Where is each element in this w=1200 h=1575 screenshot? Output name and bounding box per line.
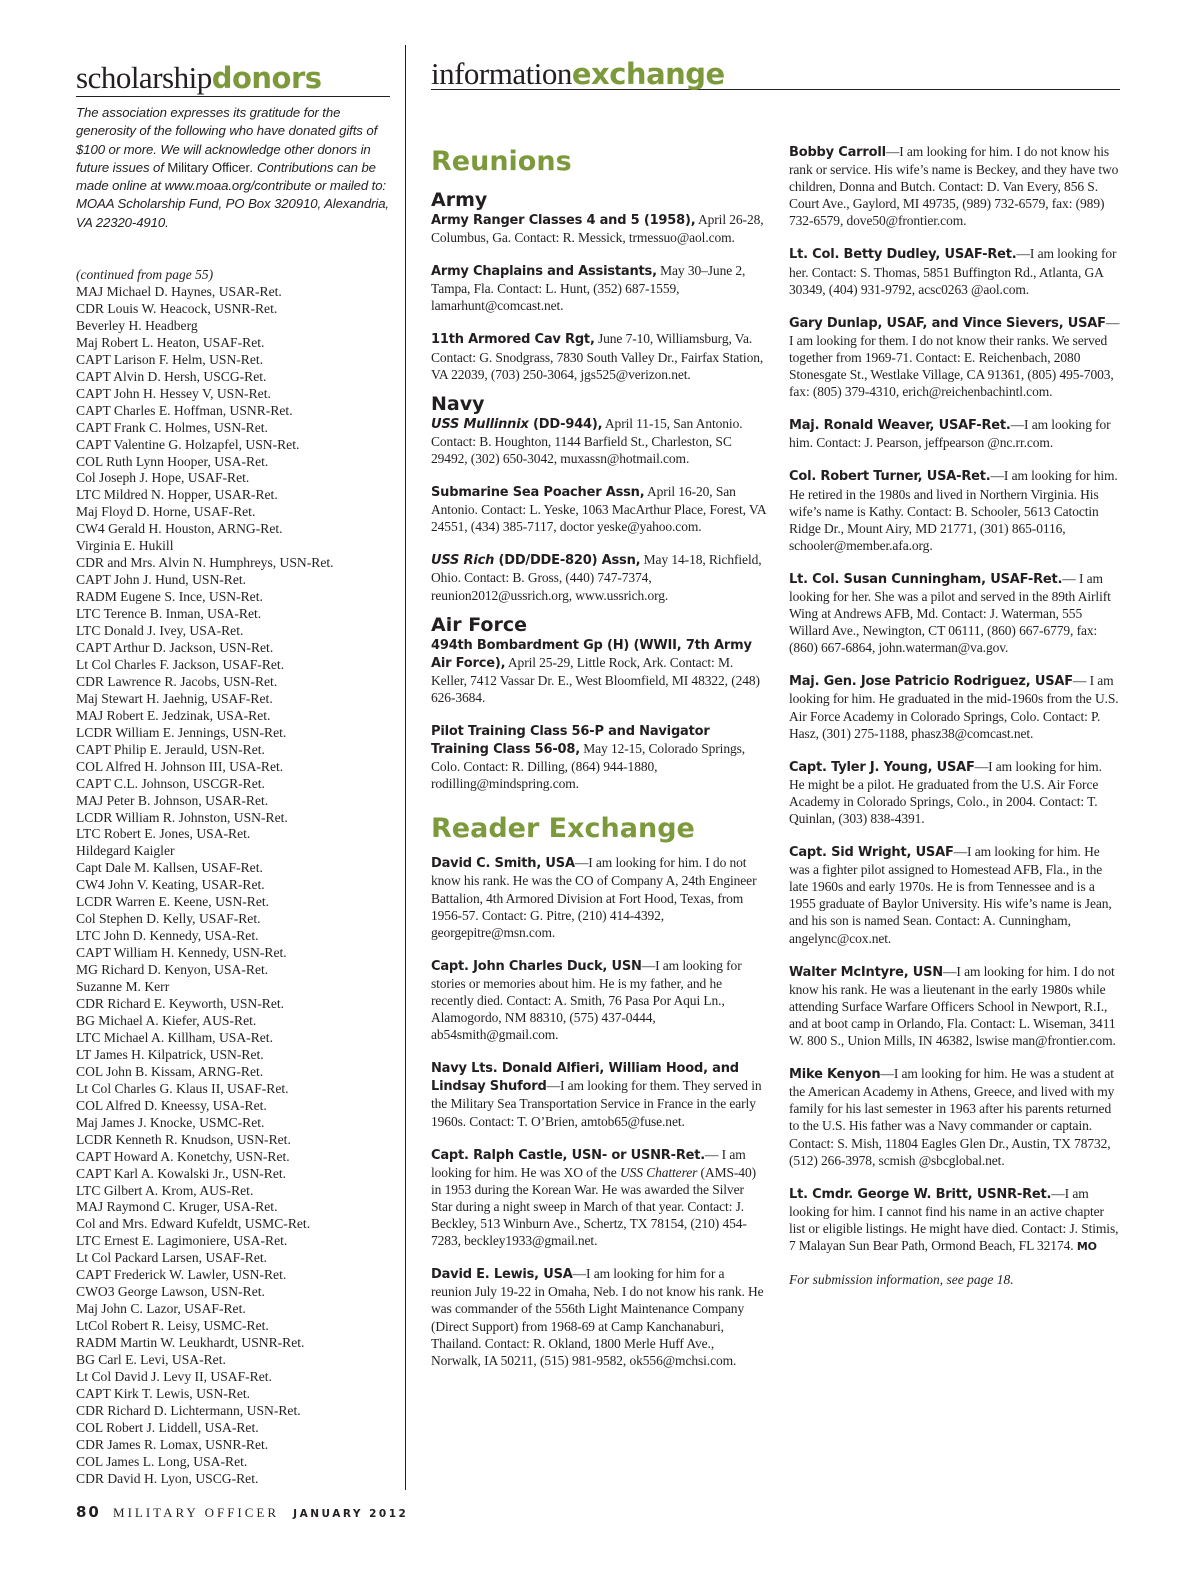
entry-heading: (DD/DDE-820) Assn, xyxy=(494,553,641,569)
donor-name: LTC John D. Kennedy, USA-Ret. xyxy=(76,928,259,944)
donor-name: RADM Eugene S. Ince, USN-Ret. xyxy=(76,589,263,605)
donor-name: LtCol Robert R. Leisy, USMC-Ret. xyxy=(76,1318,269,1334)
entry-heading: Capt. Tyler J. Young, USAF xyxy=(789,759,975,775)
scholarship-donors-column xyxy=(76,62,394,1488)
entry-text: —I am looking for him. He was a student at the American Academy in Athens, Greece, and lived with my family for his last semester in 1963 after his parents returned to the U.S. His father was a Navy commander or captain. Contact: S. Mish, 11804 Eagles Glen Dr., Austin, TX 78732, (512) 266-3978, scmish @sbcglobal.net. xyxy=(789,1066,1115,1168)
donor-name: LTC Ernest E. Lagimoniere, USA-Ret. xyxy=(76,1233,288,1249)
entry-text: May 12-15, Colorado Springs, Colo. Contact: R. Dilling, (864) 944-1880, rodilling@mindspring.com. xyxy=(431,741,746,792)
entry-text: April 11-15, San Antonio. Contact: B. Houghton, 1144 Barfield St., Charleston, SC 29492, (302) 650-3042, muxassn@hotmail.com. xyxy=(431,415,743,466)
entry-text: June 7-10, Williamsburg, Va. Contact: G. Snodgrass, 7830 South Valley Dr., Fairfax Station, VA 22039, (703) 250-3064, jgs525@verizon.net. xyxy=(431,331,764,382)
donor-name: CDR Richard E. Keyworth, USN-Ret. xyxy=(76,996,285,1012)
entry-text: —I am looking for him. He might be a pilot. He graduated from the U.S. Air Force Academy in Colorado Springs, Colo., in 2004. Contact: T. Quinlan, (303) 838-4391. xyxy=(789,758,1102,826)
entry-text: —I am looking for them. I do not know their ranks. We served together from 1969-71. Contact: E. Reichenbach, 2080 Stonesgate St., Westlake Village, CA 91361, (805) 495-7003, fax: (805) 379-4310, erich@reichenbachintl.com. xyxy=(789,314,1120,400)
donor-list xyxy=(76,284,394,1488)
reader-entry xyxy=(431,957,766,1043)
donor-name: CW4 Gerald H. Houston, ARNG-Ret. xyxy=(76,521,283,537)
donor-name: CDR Lawrence R. Jacobs, USN-Ret. xyxy=(76,673,278,689)
donor-name: LTC Mildred N. Hopper, USAR-Ret. xyxy=(76,487,278,503)
entry-heading: Maj. Gen. Jose Patricio Rodriguez, USAF xyxy=(789,674,1073,690)
entry-heading: Bobby Carroll xyxy=(789,145,886,160)
donor-name: Hildegard Kaigler xyxy=(76,843,175,859)
donor-name: CAPT Larison F. Helm, USN-Ret. xyxy=(76,351,264,367)
intro-text-b: . Contributions can be made online at www.moaa.org/contribute or mailed to: MOAA Scholarship Fund, PO Box 320910, Alexandria, VA 22320-4910. xyxy=(76,159,389,230)
donor-name: CWO3 George Lawson, USN-Ret. xyxy=(76,1284,265,1300)
donor-name: CAPT C.L. Johnson, USCGR-Ret. xyxy=(76,775,265,791)
reader-entry xyxy=(789,843,1120,947)
donor-name: LTC Donald J. Ivey, USA-Ret. xyxy=(76,623,244,639)
continued-note: (continued from page 55) xyxy=(76,267,214,283)
entry-text: —I am looking for him. I cannot find his name in an active chapter list or eligible listings. He might have died. Contact: J. Stimis, 7 Malayan Sun Bear Path, Ormond Beach, FL 32174. xyxy=(789,1185,1119,1253)
donor-name: CAPT Howard A. Konetchy, USN-Ret. xyxy=(76,1148,290,1164)
entry-text: —I am looking for him for a reunion July 19-22 in Omaha, Neb. I do not know his rank. He was commander of the 556th Light Maintenance Company (Direct Support) from 1968-69 at Camp Kanchanaburi, Thailand. Contact: R. Okland, 1800 Merle Huff Ave., Norwalk, IA 50211, (515) 981-9582, ok556@mchsi.com. xyxy=(431,1266,764,1368)
reader-entry xyxy=(789,143,1120,229)
donor-name: Maj Floyd D. Horne, USAF-Ret. xyxy=(76,504,256,520)
entry-heading-ship: USS Mullinnix xyxy=(431,416,529,432)
reunion-entry xyxy=(431,415,766,467)
donor-name: LCDR William R. Johnston, USN-Ret. xyxy=(76,809,288,825)
donor-name: Col Stephen D. Kelly, USAF-Ret. xyxy=(76,911,261,927)
donor-name: MG Richard D. Kenyon, USA-Ret. xyxy=(76,962,269,978)
entry-heading: Col. Robert Turner, USA-Ret. xyxy=(789,469,991,485)
entry-text: —I am looking for them. They served in the Military Sea Transportation Service in France in the early 1960s. Contact: T. O’Brien, amtob65@fuse.net. xyxy=(431,1078,762,1129)
end-mark: MO xyxy=(1076,1239,1097,1253)
entry-heading-ship: USS Rich xyxy=(431,553,495,569)
entry-heading: Gary Dunlap, USAF, and Vince Sievers, USAF xyxy=(789,315,1106,331)
donor-name: Lt Col Charles F. Jackson, USAF-Ret. xyxy=(76,656,285,672)
entry-text: —I am looking for him. He was a fighter pilot assigned to Homestead AFB, Fla., in the late 1960s and early 1970s. He is from Tennessee and is a 1955 graduate of Baylor University. His wife’s name is Jean, and his son is named Sean. Contact: A. Cunningham, angelync@cox.net. xyxy=(789,844,1112,946)
entry-text: — I am looking for her. She was a pilot and served in the 89th Airlift Wing at Andrews AFB, Md. Contact: J. Waterman, 555 Willard Ave., Newington, CT 06111, (860) 667-6779, fax: (860) 667-6864, john.waterman@va.gov. xyxy=(789,570,1111,656)
reader-exchange-column xyxy=(789,143,1120,1288)
donor-name: Beverley H. Headberg xyxy=(76,317,198,333)
page-number: 80 xyxy=(76,1503,101,1521)
intro-text-a: The association expresses its gratitude for the generosity of the following who have donated gifts of $100 or more. We will acknowledge other donors in future issues of xyxy=(76,105,378,175)
entry-heading: David E. Lewis, USA xyxy=(431,1267,573,1283)
column-divider xyxy=(405,45,406,1490)
donor-name: BG Michael A. Kiefer, AUS-Ret. xyxy=(76,1012,257,1028)
entry-heading: Army Ranger Classes 4 and 5 (1958), xyxy=(431,213,696,228)
donor-name: CAPT John H. Hessey V, USN-Ret. xyxy=(76,385,271,401)
entry-heading: Capt. Ralph Castle, USN- or USNR-Ret. xyxy=(431,1147,705,1163)
entry-heading: Submarine Sea Poacher Assn, xyxy=(431,485,645,501)
entry-text: —I am looking for him. Contact: J. Pearson, jeffpearson @nc.rr.com. xyxy=(789,417,1111,451)
reader-entry xyxy=(789,314,1120,400)
reader-exchange-heading: Reader Exchange xyxy=(431,813,695,845)
reunion-entry xyxy=(431,636,766,706)
donor-name: Virginia E. Hukill xyxy=(76,538,174,554)
reunion-entry xyxy=(431,722,766,792)
donor-name: Lt Col Charles G. Klaus II, USAF-Ret. xyxy=(76,1080,289,1096)
donor-name: Col and Mrs. Edward Kufeldt, USMC-Ret. xyxy=(76,1216,311,1232)
entry-ship-name: USS Chatterer xyxy=(619,1164,698,1180)
issue-date: JANUARY 2012 xyxy=(293,1508,409,1520)
donor-name: Suzanne M. Kerr xyxy=(76,979,170,995)
donor-name: Col Joseph J. Hope, USAF-Ret. xyxy=(76,470,250,486)
reader-entry xyxy=(789,467,1120,553)
entry-text: May 30–June 2, Tampa, Fla. Contact: L. Hunt, (352) 687-1559, lamarhunt@comcast.net. xyxy=(431,263,746,314)
donor-name: COL James L. Long, USA-Ret. xyxy=(76,1453,248,1469)
donor-name: CDR David H. Lyon, USCG-Ret. xyxy=(76,1470,259,1486)
donor-name: CDR Richard D. Lichtermann, USN-Ret. xyxy=(76,1402,301,1418)
donor-name: MAJ Raymond C. Kruger, USA-Ret. xyxy=(76,1199,278,1215)
reader-entry xyxy=(789,245,1120,297)
donor-name: CAPT Valentine G. Holzapfel, USN-Ret. xyxy=(76,436,300,452)
donor-name: CAPT William H. Kennedy, USN-Ret. xyxy=(76,945,287,961)
donor-name: LCDR Warren E. Keene, USN-Ret. xyxy=(76,894,270,910)
entry-text: April 25-29, Little Rock, Ark. Contact: M. Keller, 7412 Vassar Dr. E., West Bloomfield, MI 48322, (248) 626-3684. xyxy=(431,654,760,705)
entry-heading: Navy Lts. Donald Alfieri, William Hood, and Lindsay Shuford xyxy=(431,1061,739,1095)
donor-name: CAPT Frederick W. Lawler, USN-Ret. xyxy=(76,1267,287,1283)
header-light-text: scholarship xyxy=(76,60,212,95)
entry-text: April 16-20, San Antonio. Contact: L. Yeske, 1063 MacArthur Place, Forest, VA 24551, (434) 385-7117, doctor yeske@yahoo.com. xyxy=(431,484,766,535)
information-exchange-title xyxy=(431,56,725,92)
donor-name: CDR James R. Lomax, USNR-Ret. xyxy=(76,1436,269,1452)
donor-name: LTC Terence B. Inman, USA-Ret. xyxy=(76,606,262,622)
entry-text: —I am looking for him. He retired in the 1980s and lived in Northern Virginia. His wife’s name is Kathy. Contact: B. Schooler, 5613 Catoctin Ridge Dr., Mount Airy, MD 21771, (301) 865-0116, schooler@member.afa.org. xyxy=(789,468,1118,553)
header-bold-text: donors xyxy=(211,61,322,95)
entry-heading: Pilot Training Class 56-P and Navigator Training Class 56-08, xyxy=(431,723,710,758)
donor-name: CAPT Kirk T. Lewis, USN-Ret. xyxy=(76,1385,251,1401)
header-bold-text: exchange xyxy=(571,57,725,91)
donor-name: CAPT Alvin D. Hersh, USCG-Ret. xyxy=(76,368,267,384)
donor-name: CAPT Arthur D. Jackson, USN-Ret. xyxy=(76,640,274,655)
scholarship-donors-header xyxy=(76,62,390,97)
donor-name: CAPT John J. Hund, USN-Ret. xyxy=(76,572,247,588)
reader-entry xyxy=(789,672,1120,741)
donor-name: RADM Martin W. Leukhardt, USNR-Ret. xyxy=(76,1335,305,1351)
donor-name: LCDR William E. Jennings, USN-Ret. xyxy=(76,724,287,740)
donor-name: MAJ Peter B. Johnson, USAR-Ret. xyxy=(76,792,269,808)
reunions-heading: Reunions xyxy=(431,146,572,177)
donor-name: Maj Robert L. Heaton, USAF-Ret. xyxy=(76,334,265,350)
entry-heading: Walter McIntyre, USN xyxy=(789,964,943,980)
reader-entry xyxy=(789,570,1120,656)
donor-name: COL Alfred D. Kneessy, USA-Ret. xyxy=(76,1097,267,1113)
donor-name: CAPT Charles E. Hoffman, USNR-Ret. xyxy=(76,402,293,418)
donor-name: Maj James J. Knocke, USMC-Ret. xyxy=(76,1114,265,1130)
entry-heading: Mike Kenyon xyxy=(789,1067,881,1083)
donor-name: CAPT Philip E. Jerauld, USN-Ret. xyxy=(76,741,265,757)
entry-text: —I am looking for her. Contact: S. Thomas, 5851 Buffington Rd., Atlanta, GA 30349, (404) 931-9792, acsc0263 @aol.com. xyxy=(789,246,1117,297)
donor-name: LTC Robert E. Jones, USA-Ret. xyxy=(76,826,251,842)
donor-name: CAPT Karl A. Kowalski Jr., USN-Ret. xyxy=(76,1165,287,1181)
donor-name: Lt Col Packard Larsen, USAF-Ret. xyxy=(76,1250,268,1266)
donor-name: COL John B. Kissam, ARNG-Ret. xyxy=(76,1063,264,1079)
entry-heading: 494th Bombardment Gp (H) (WWII, 7th Army Air Force), xyxy=(431,637,752,671)
entry-heading: Lt. Col. Betty Dudley, USAF-Ret. xyxy=(789,247,1017,263)
entry-text: — I am looking for him. He graduated in the mid-1960s from the U.S. Air Force Academy in Colorado Springs, Colo. Contact: P. Hasz, (301) 275-1188, phasz38@comcast.net. xyxy=(789,673,1119,741)
entry-heading: Army Chaplains and Assistants, xyxy=(431,264,657,280)
entry-text: —I am looking for him. I do not know his rank. He was the CO of Company A, 24th Engineer Battalion, 4th Armored Division at Fort Hood, Texas, from 1956-57. Contact: G. Pitre, (210) 414-4392, georgepitre@msn.com. xyxy=(431,855,757,940)
donor-name: Lt Col David J. Levy II, USAF-Ret. xyxy=(76,1368,272,1384)
donor-name: Maj John C. Lazor, USAF-Ret. xyxy=(76,1301,246,1317)
entry-heading: Capt. Sid Wright, USAF xyxy=(789,845,954,861)
reader-entry xyxy=(789,1065,1120,1169)
entry-heading: David C. Smith, USA xyxy=(431,856,575,872)
reader-entry xyxy=(431,1146,766,1250)
donor-name: LTC Michael A. Killham, USA-Ret. xyxy=(76,1029,273,1045)
reunions-column xyxy=(431,145,766,1385)
reader-entry xyxy=(789,963,1120,1049)
donor-name: COL Alfred H. Johnson III, USA-Ret. xyxy=(76,758,284,774)
scholarship-donors-title xyxy=(76,60,322,96)
donor-name: COL Robert J. Liddell, USA-Ret. xyxy=(76,1419,259,1435)
air-force-subheading: Air Force xyxy=(431,613,527,636)
reader-entry xyxy=(789,416,1120,451)
entry-heading: Capt. John Charles Duck, USN xyxy=(431,958,642,974)
reader-entry xyxy=(431,1265,766,1369)
donor-name: LTC Gilbert A. Krom, AUS-Ret. xyxy=(76,1182,254,1198)
entry-heading: Lt. Cmdr. George W. Britt, USNR-Ret. xyxy=(789,1186,1052,1202)
reunion-entry xyxy=(431,330,766,382)
reader-entry xyxy=(431,854,766,940)
donor-name: CW4 John V. Keating, USAR-Ret. xyxy=(76,877,265,893)
donor-name: Maj Stewart H. Jaehnig, USAF-Ret. xyxy=(76,690,273,706)
army-subheading: Army xyxy=(431,189,488,211)
donor-name: LCDR Kenneth R. Knudson, USN-Ret. xyxy=(76,1131,291,1147)
entry-text: April 26-28, Columbus, Ga. Contact: R. Messick, trmessuo@aol.com. xyxy=(431,212,764,246)
donor-name: COL Ruth Lynn Hooper, USA-Ret. xyxy=(76,453,269,469)
donor-name: Capt Dale M. Kallsen, USAF-Ret. xyxy=(76,860,263,876)
reunion-entry xyxy=(431,211,766,246)
entry-text: —I am looking for him. I do not know his rank. He was a lieutenant in the early 1980s while attending Surface Warfare Officers School in Newport, R.I., and at boot camp in Orlando, Fla. Contact: L. Wiseman, 3411 W. 800 S., Union Mills, IN 46382, lswise man@frontier.com. xyxy=(789,963,1116,1049)
entry-text: —I am looking for him. I do not know his rank or service. His wife’s name is Beckey, and they have two children, Donna and Butch. Contact: D. Van Every, 856 S. Court Ave., Gaylord, MI 49735, (989) 732-6579, fax: (989) 732-6579, dove50@frontier.com. xyxy=(789,144,1119,229)
header-light-text: information xyxy=(431,56,572,91)
page-footer xyxy=(76,1503,408,1521)
navy-subheading: Navy xyxy=(431,392,485,415)
reunion-entry xyxy=(431,483,766,535)
entry-heading: Lt. Col. Susan Cunningham, USAF-Ret. xyxy=(789,571,1063,587)
submission-note: For submission information, see page 18. xyxy=(789,1272,1014,1288)
intro-magazine-name: Military Officer xyxy=(167,159,250,175)
donor-name: BG Carl E. Levi, USA-Ret. xyxy=(76,1352,226,1368)
entry-heading: 11th Armored Cav Rgt, xyxy=(431,332,595,348)
magazine-name: MILITARY OFFICER xyxy=(113,1505,280,1520)
donor-name: CDR and Mrs. Alvin N. Humphreys, USN-Ret. xyxy=(76,555,334,571)
entry-text: — I am looking for him. He was XO of the xyxy=(431,1146,746,1180)
entry-text: (AMS-40) in 1953 during the Korean War. He was awarded the Silver Star during a night sweep in March of that year. Contact: J. Beckley, 513 Winburn Ave., Schertz, TX 78154, (210) 454-7283, beckley1933@gmail.net. xyxy=(431,1164,757,1249)
entry-text: —I am looking for stories or memories about him. He is my father, and he recently died. Contact: A. Smith, 76 Pasa Por Aqui Ln., Alamogordo, NM 88310, (575) 437-0444, ab54smith@gmail.com. xyxy=(431,957,742,1043)
donor-name: CAPT Frank C. Holmes, USN-Ret. xyxy=(76,419,268,435)
entry-heading: Maj. Ronald Weaver, USAF-Ret. xyxy=(789,418,1011,434)
reader-entry xyxy=(789,1185,1120,1255)
information-exchange-header xyxy=(431,56,1120,91)
donor-name: MAJ Robert E. Jedzinak, USA-Ret. xyxy=(76,707,271,723)
intro-paragraph xyxy=(76,104,394,232)
reunion-entry xyxy=(431,551,766,603)
reader-entry xyxy=(431,1059,766,1129)
entry-text: May 14-18, Richfield, Ohio. Contact: B. Gross, (440) 747-7374, reunion2012@ussrich.org, www.ussrich.org. xyxy=(431,552,762,603)
donor-name: LT James H. Kilpatrick, USN-Ret. xyxy=(76,1046,264,1062)
donor-name: CDR Louis W. Heacock, USNR-Ret. xyxy=(76,300,278,316)
entry-heading: (DD-944), xyxy=(528,416,603,432)
reunion-entry xyxy=(431,262,766,314)
donor-name: MAJ Michael D. Haynes, USAR-Ret. xyxy=(76,283,282,299)
reader-entry xyxy=(789,758,1120,827)
